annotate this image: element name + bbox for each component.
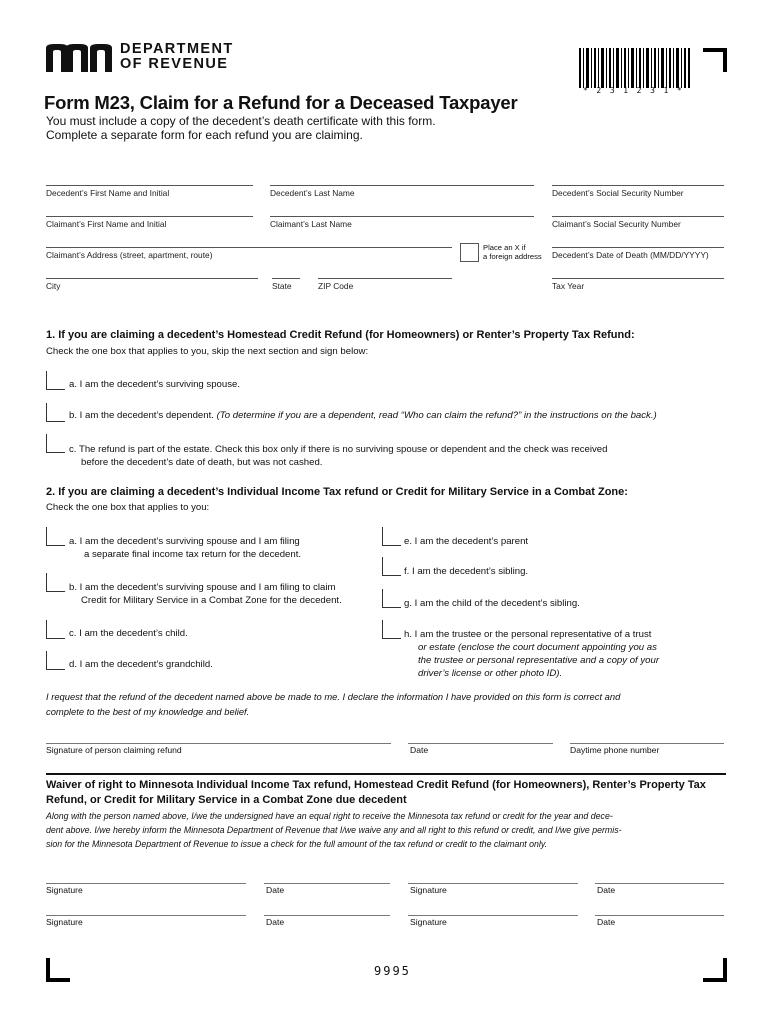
waiver-date-line-2[interactable] (595, 883, 724, 884)
declaration-line-2: complete to the best of my knowledge and belief. (46, 706, 250, 717)
agency-line-1: DEPARTMENT (120, 41, 234, 57)
option-2b-line-2: Credit for Military Service in a Combat Zone for the decedent. (81, 595, 342, 606)
mn-logo-icon (46, 44, 112, 72)
waiver-heading (46, 778, 736, 808)
barcode-icon (579, 48, 691, 88)
claimant-signature-label: Signature of person claiming refund (46, 745, 182, 755)
waiver-signature-label-4: Signature (410, 917, 447, 927)
waiver-date-label-4: Date (597, 917, 616, 927)
foreign-label-line-2: a foreign address (483, 252, 542, 261)
waiver-date-line-4[interactable] (595, 915, 724, 916)
option-2h-line-4: driver’s license or other photo ID). (418, 668, 563, 679)
state-field[interactable]: State (272, 278, 300, 291)
city-field[interactable]: City (46, 278, 258, 291)
decedent-last-name-field[interactable]: Decedent’s Last Name (270, 185, 534, 198)
tax-year-field[interactable]: Tax Year (552, 278, 724, 291)
foreign-label-line-1: Place an X if (483, 243, 526, 252)
checkbox-2e[interactable] (382, 527, 401, 546)
option-2a-label (69, 535, 301, 561)
barcode-number: *231231* (583, 86, 691, 95)
decedent-ssn-field[interactable]: Decedent’s Social Security Number (552, 185, 724, 198)
checkbox-2h[interactable] (382, 620, 401, 639)
foreign-address-checkbox[interactable] (460, 243, 479, 262)
intro-text (46, 114, 436, 142)
form-number: 9995 (374, 964, 411, 978)
waiver-date-line-3[interactable] (264, 915, 390, 916)
section-1-instruction: Check the one box that applies to you, skip the next section and sign below: (46, 346, 369, 357)
option-2d-label: d. I am the decedent’s grandchild. (69, 659, 213, 670)
waiver-date-label-1: Date (266, 885, 285, 895)
waiver-signature-label-2: Signature (410, 885, 447, 895)
corner-mark-bottom-right (703, 958, 727, 982)
waiver-signature-line-1[interactable] (46, 883, 246, 884)
checkbox-1a[interactable] (46, 371, 65, 390)
waiver-heading-line-1: Waiver of right to Minnesota Individual Income Tax refund, Homestead Credit Refund (for Homeowners), Renter’s Property Tax (46, 779, 706, 791)
option-2h-line-3: the trustee or personal representative and a copy of your (418, 655, 660, 666)
section-2-heading: 2. If you are claiming a decedent’s Individual Income Tax refund or Credit for Military Service in a Combat Zone: (46, 486, 628, 498)
section-1-heading: 1. If you are claiming a decedent’s Homestead Credit Refund (for Homeowners) or Renter’s Property Tax Refund: (46, 329, 635, 341)
agency-name (120, 42, 234, 72)
option-1b-label (69, 409, 657, 422)
section-2-instruction: Check the one box that applies to you: (46, 502, 210, 513)
checkbox-2d[interactable] (46, 651, 65, 670)
option-2f-label: f. I am the decedent’s sibling. (404, 566, 529, 577)
date-of-death-field[interactable]: Decedent’s Date of Death (MM/DD/YYYY) (552, 247, 724, 260)
waiver-date-line-1[interactable] (264, 883, 390, 884)
intro-line-1: You must include a copy of the decedent’s death certificate with this form. (46, 114, 436, 128)
option-1c-line-2: before the decedent’s date of death, but was not cashed. (81, 457, 323, 468)
waiver-divider (46, 773, 726, 775)
waiver-date-label-2: Date (597, 885, 616, 895)
claimant-signature-line[interactable] (46, 743, 391, 744)
checkbox-1b[interactable] (46, 403, 65, 422)
option-2h-line-1: h. I am the trustee or the personal representative of a trust (404, 629, 652, 640)
checkbox-2b[interactable] (46, 573, 65, 592)
checkbox-1c[interactable] (46, 434, 65, 453)
option-2g-label: g. I am the child of the decedent’s sibling. (404, 598, 580, 609)
page-title: Form M23, Claim for a Refund for a Deceased Taxpayer (44, 92, 518, 113)
zip-code-field[interactable]: ZIP Code (318, 278, 452, 291)
option-2b-line-1: b. I am the decedent’s surviving spouse and I am filing to claim (69, 582, 336, 593)
checkbox-2a[interactable] (46, 527, 65, 546)
waiver-text (46, 809, 736, 851)
checkbox-2f[interactable] (382, 557, 401, 576)
declaration-line-1: I request that the refund of the decedent named above be made to me. I declare the information I have provided on this form is correct and (46, 691, 621, 702)
waiver-text-line-1: Along with the person named above, I/we the undersigned have an equal right to receive the Minnesota tax refund or credit for the year and dece- (46, 811, 613, 821)
waiver-signature-label-3: Signature (46, 917, 83, 927)
option-1b-text: b. I am the decedent’s dependent. (69, 410, 214, 421)
foreign-address-label (483, 243, 542, 261)
waiver-date-label-3: Date (266, 917, 285, 927)
option-2a-line-1: a. I am the decedent’s surviving spouse and I am filing (69, 536, 300, 547)
decedent-first-name-field[interactable]: Decedent’s First Name and Initial (46, 185, 253, 198)
phone-line[interactable] (570, 743, 724, 744)
waiver-signature-line-3[interactable] (46, 915, 246, 916)
checkbox-2c[interactable] (46, 620, 65, 639)
claimant-last-name-field[interactable]: Claimant’s Last Name (270, 216, 534, 229)
checkbox-2g[interactable] (382, 589, 401, 608)
claimant-first-name-field[interactable]: Claimant’s First Name and Initial (46, 216, 253, 229)
claimant-address-field[interactable]: Claimant’s Address (street, apartment, route) (46, 247, 452, 260)
waiver-text-line-2: dent above. I/we hereby inform the Minnesota Department of Revenue that I/we waive any and all right to this refund or credit, and I/we give permis- (46, 825, 622, 835)
waiver-signature-line-4[interactable] (408, 915, 578, 916)
option-1c-line-1: c. The refund is part of the estate. Check this box only if there is no surviving spouse or dependent and the check was received (69, 444, 608, 455)
option-2h-label (404, 628, 659, 680)
claimant-ssn-field[interactable]: Claimant’s Social Security Number (552, 216, 724, 229)
option-2c-label: c. I am the decedent’s child. (69, 628, 188, 639)
corner-mark-top-right (703, 48, 727, 72)
option-2a-line-2: a separate final income tax return for the decedent. (84, 549, 302, 560)
phone-label: Daytime phone number (570, 745, 660, 755)
option-1b-note: (To determine if you are a dependent, read “Who can claim the refund?” in the instructions on the back.) (216, 410, 657, 421)
intro-line-2: Complete a separate form for each refund you are claiming. (46, 128, 363, 142)
option-2h-line-2: or estate (enclose the court document appointing you as (418, 642, 657, 653)
waiver-text-line-3: sion for the Minnesota Department of Revenue to issue a check for the full amount of the tax refund or credit to the claimant only. (46, 839, 548, 849)
agency-line-2: OF REVENUE (120, 56, 229, 72)
waiver-signature-label-1: Signature (46, 885, 83, 895)
waiver-signature-line-2[interactable] (408, 883, 578, 884)
option-2b-label (69, 581, 342, 607)
option-1a-label: a. I am the decedent’s surviving spouse. (69, 379, 241, 390)
corner-mark-bottom-left (46, 958, 70, 982)
option-2e-label: e. I am the decedent’s parent (404, 536, 529, 547)
option-1c-label (69, 443, 607, 469)
claimant-date-line[interactable] (408, 743, 553, 744)
waiver-heading-line-2: Refund, or Credit for Military Service in a Combat Zone due decedent (46, 794, 407, 806)
declaration-text (46, 689, 736, 719)
claimant-date-label: Date (410, 745, 429, 755)
